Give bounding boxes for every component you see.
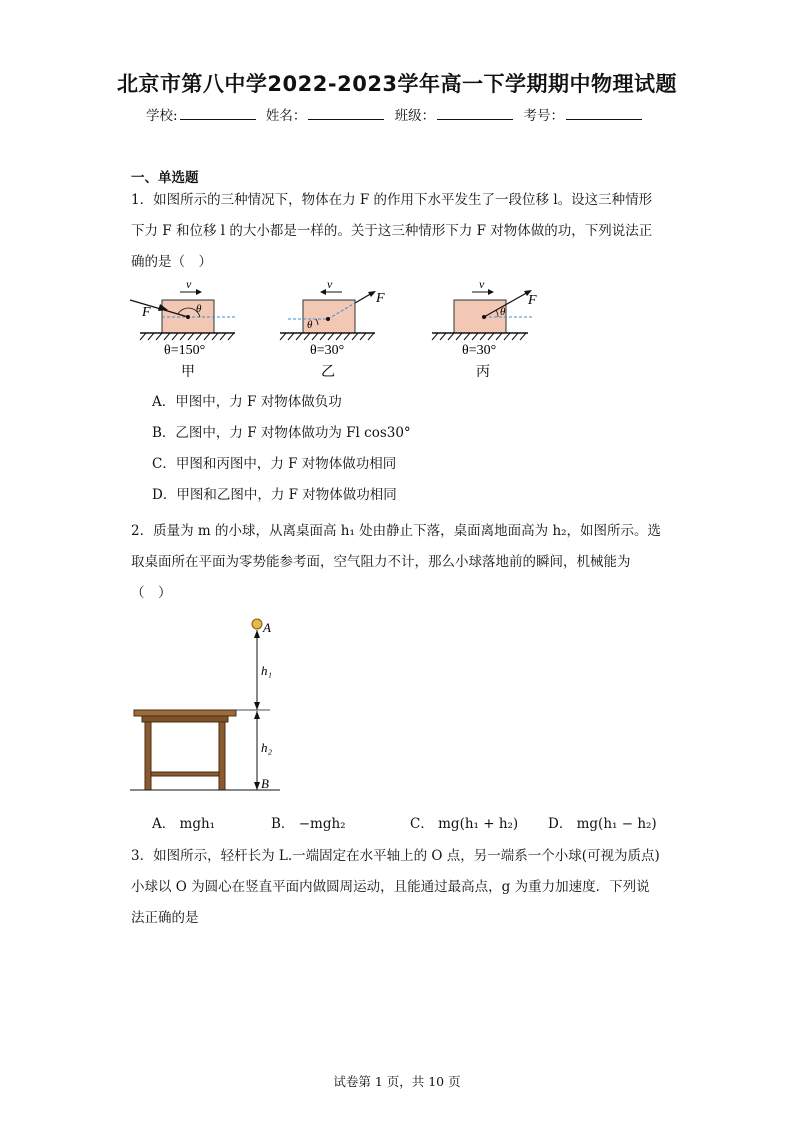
angle-value: θ=150° xyxy=(164,343,206,358)
q2-line: （ ） xyxy=(131,585,172,601)
figure-jia xyxy=(130,278,236,380)
student-info-line xyxy=(0,104,794,124)
velocity-arrowhead xyxy=(320,289,326,295)
exam-no-label: 考号： xyxy=(523,108,564,124)
q1-stem xyxy=(131,185,671,278)
class-blank[interactable] xyxy=(437,107,513,120)
q3-line: 法正确的是 xyxy=(131,910,199,926)
q3-line: 3．如图所示，轻杆长为 L.一端固定在水平轴上的 O 点，另一端系一个小球(可视为质点) xyxy=(131,848,660,864)
point-a-label: A xyxy=(263,620,271,635)
name-blank[interactable] xyxy=(308,107,384,120)
force-label: F xyxy=(142,305,151,320)
center-dot xyxy=(482,315,486,319)
h1-arrow-top xyxy=(254,630,260,638)
velocity-label: v xyxy=(479,278,485,291)
h2-label: h₂ xyxy=(261,740,273,755)
q1-option-b[interactable]: B．乙图中，力 F 对物体做功为 Fl cos30° xyxy=(152,425,411,441)
school-label: 学校: xyxy=(146,108,178,124)
q1-figures xyxy=(120,278,560,386)
h2-arrow-bottom xyxy=(254,782,260,790)
page-footer: 试卷第 1 页，共 10 页 xyxy=(333,1074,461,1089)
name-label: 姓名： xyxy=(265,108,307,124)
theta-label: θ xyxy=(307,319,313,331)
q1-line: 1．如图所示的三种情况下，物体在力 F 的作用下水平发生了一段位移 l。设这三种情形 xyxy=(131,192,653,208)
ground-hatch xyxy=(432,333,526,340)
angle-value: θ=30° xyxy=(310,343,345,358)
table xyxy=(134,710,236,790)
q3-stem xyxy=(131,841,671,934)
point-b-label: B xyxy=(261,776,269,791)
class-label: 班级： xyxy=(394,108,436,124)
q1-line: 下力 F 和位移 l 的大小都是一样的。关于这三种情形下力 F 对物体做的功，下列说法正 xyxy=(131,223,653,239)
q2-line: 2．质量为 m 的小球，从离桌面高 h₁ 处由静止下落，桌面离地面高为 h₂，如图所示。选 xyxy=(131,523,662,539)
ball xyxy=(252,619,262,629)
ground-hatch xyxy=(140,333,234,340)
q2-line: 取桌面所在平面为零势能参考面，空气阻力不计，那么小球落地前的瞬间，机械能为 xyxy=(131,554,631,570)
exam-no-blank[interactable] xyxy=(566,107,642,120)
angle-value: θ=30° xyxy=(462,343,497,358)
h1-arrow-bottom xyxy=(254,702,260,710)
velocity-label: v xyxy=(186,278,192,291)
school-blank[interactable] xyxy=(180,107,256,120)
center-dot xyxy=(186,315,190,319)
h2-arrow-top xyxy=(254,711,260,719)
force-label: F xyxy=(376,291,385,306)
velocity-arrowhead xyxy=(488,289,494,295)
figure-yi xyxy=(280,278,385,380)
q2-option-c[interactable]: C． mg(h₁ + h₂) xyxy=(410,816,519,832)
q1-option-c[interactable]: C．甲图和丙图中，力 F 对物体做功相同 xyxy=(152,456,397,472)
force-label: F xyxy=(528,293,537,308)
theta-label: θ xyxy=(500,306,506,318)
page-title: 北京市第八中学2022-2023学年高一下学期期中物理试题 xyxy=(116,72,678,96)
h1-label: h₁ xyxy=(261,663,273,678)
ground-hatch xyxy=(280,333,374,340)
q2-stem xyxy=(131,516,671,609)
q2-figure xyxy=(130,612,290,796)
q1-option-d[interactable]: D．甲图和乙图中，力 F 对物体做功相同 xyxy=(152,487,397,503)
velocity-arrowhead xyxy=(196,289,202,295)
q2-option-b[interactable]: B． −mgh₂ xyxy=(271,816,346,832)
center-dot xyxy=(326,317,330,321)
q1-option-a[interactable]: A．甲图中，力 F 对物体做负功 xyxy=(152,394,342,410)
q3-line: 小球以 O 为圆心在竖直平面内做圆周运动，且能通过最高点，g 为重力加速度．下列说 xyxy=(131,879,650,895)
figure-caption: 甲 xyxy=(181,365,195,380)
figure-bing xyxy=(432,278,537,380)
q1-line: 确的是（ ） xyxy=(131,254,212,270)
q2-option-a[interactable]: A． mgh₁ xyxy=(152,816,216,832)
velocity-label: v xyxy=(327,278,333,291)
section-heading: 一、单选题 xyxy=(131,170,199,186)
force-arrowhead xyxy=(368,291,376,297)
q2-option-d[interactable]: D． mg(h₁ − h₂) xyxy=(548,816,657,832)
theta-label: θ xyxy=(196,303,202,315)
figure-caption: 乙 xyxy=(321,365,335,380)
figure-caption: 丙 xyxy=(476,365,490,380)
